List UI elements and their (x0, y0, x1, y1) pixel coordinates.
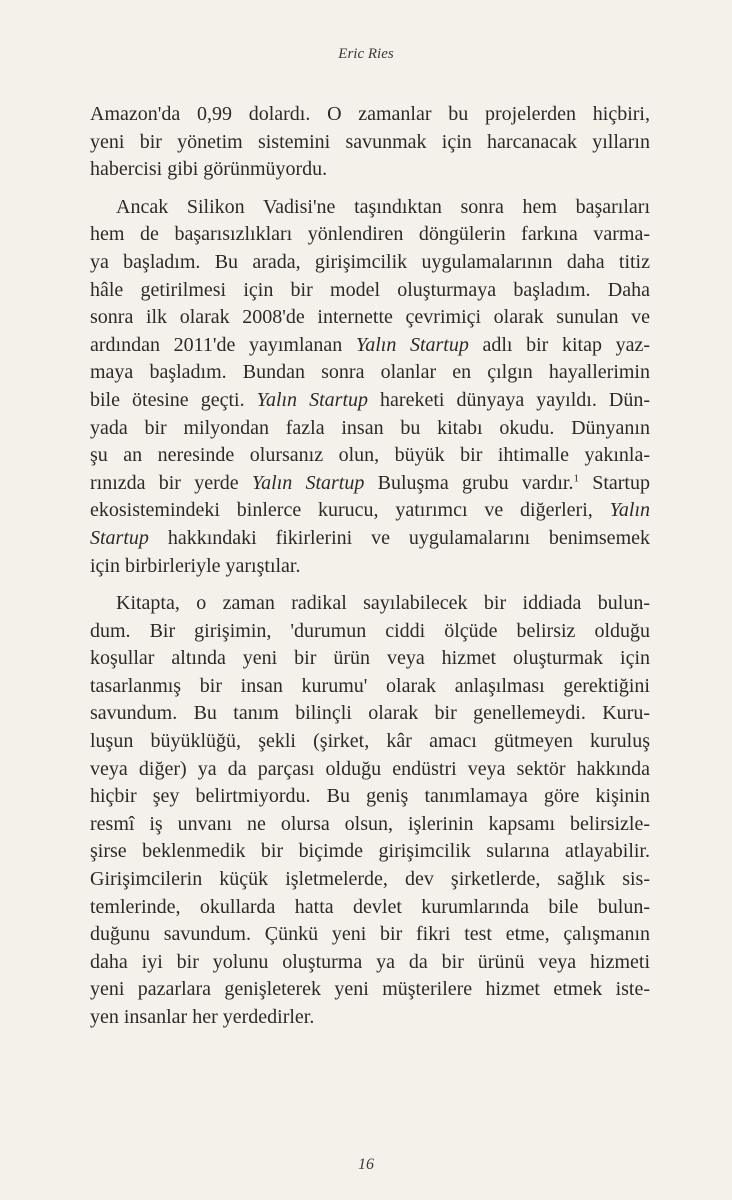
text-run: hâle getirilmesi için bir model oluşturmaya başladım. Daha (90, 278, 650, 301)
text-run: rınızda bir yerde (90, 471, 252, 494)
text-line (90, 101, 650, 129)
text-run: Buluşma grubu vardır. (364, 471, 574, 494)
text-line (90, 783, 650, 811)
text-run: adlı bir kitap yaz- (468, 333, 651, 356)
book-title-italic: Yalın (609, 499, 650, 522)
text-run: duğunu savundum. Çünkü yeni bir fikri test etme, çalışmanın (90, 923, 650, 946)
text-run: tasarlanmış bir insan kurumu' olarak anlaşılması gerektiğini (90, 674, 650, 697)
book-title-italic: Startup (90, 526, 149, 549)
text-run: bile ötesine geçti. (90, 388, 257, 411)
text-run: hareketi dünyaya yayıldı. Dün- (368, 388, 650, 411)
text-run: hakkındaki fikirlerini ve uygulamalarını benimsemek (148, 526, 650, 549)
body-text (90, 101, 650, 1032)
text-run: ekosistemindeki binlerce kurucu, yatırımcı ve diğerleri, (90, 499, 610, 522)
text-line (90, 415, 650, 443)
paragraph (90, 101, 650, 184)
text-run: koşullar altında yeni bir ürün veya hizmet oluşturmak için (90, 647, 650, 670)
text-line (90, 525, 650, 553)
text-run: daha iyi bir yolunu oluşturma ya da bir ürünü veya hizmeti (90, 950, 650, 973)
text-line (90, 249, 650, 277)
text-run: hiçbir şey belirtmiyordu. Bu geniş tanımlamaya göre kişinin (90, 785, 650, 808)
text-run: dum. Bir girişimin, 'durumun ciddi ölçüde belirsiz olduğu (90, 619, 650, 642)
footnote-marker: 1 (573, 472, 579, 485)
book-title-italic: Yalın Startup (251, 471, 365, 494)
text-run: ardından 2011'de yayımlanan (90, 333, 356, 356)
text-line (90, 332, 650, 360)
text-run: Ancak Silikon Vadisi'ne taşındıktan sonra hem başarıları (116, 195, 650, 218)
running-head: Eric Ries (338, 46, 394, 62)
text-line (90, 304, 650, 332)
text-line (90, 894, 650, 922)
text-line (90, 590, 650, 618)
book-title-italic: Yalın Startup (256, 388, 368, 411)
text-line (90, 756, 650, 784)
text-line (90, 645, 650, 673)
text-line (90, 1004, 650, 1032)
text-run: habercisi gibi görünmüyordu. (90, 158, 328, 181)
text-run: şirse beklenmedik bir biçimde girişimcilik sularına atlayabilir. (90, 840, 650, 863)
text-run: Girişimcilerin küçük işletmelerde, dev şirketlerde, sağlık sis- (90, 868, 650, 891)
paragraph (90, 194, 650, 580)
text-run: yen insanlar her yerdedirler. (90, 1006, 315, 1028)
text-line (90, 866, 650, 894)
text-line (90, 921, 650, 949)
text-run: resmî iş unvanı ne olursa olsun, işlerinin kapsamı belirsizle- (90, 812, 650, 835)
text-line (90, 470, 650, 498)
book-title-italic: Yalın Startup (355, 333, 469, 356)
paragraph-gap (90, 580, 650, 590)
text-line (90, 194, 650, 222)
text-run: Startup (578, 471, 650, 494)
text-line (90, 949, 650, 977)
text-line (90, 700, 650, 728)
text-line (90, 442, 650, 470)
text-run: veya diğer) ya da parçası olduğu endüstri veya sektör hakkında (90, 757, 650, 780)
text-run: için birbirleriyle yarıştılar. (90, 554, 301, 577)
paragraph-gap (90, 184, 650, 194)
text-run: yada bir milyondan fazla insan bu kitabı okudu. Dünyanın (90, 416, 650, 439)
text-line (90, 387, 650, 415)
paragraph (90, 590, 650, 1032)
text-line (90, 129, 650, 157)
text-line (90, 156, 650, 184)
text-line (90, 221, 650, 249)
text-run: şu an neresinde olursanız olun, büyük bir ihtimalle yakınla- (90, 444, 650, 467)
text-line (90, 811, 650, 839)
text-run: yeni bir yönetim sistemini savunmak için harcanacak yılların (90, 130, 650, 153)
text-line (90, 976, 650, 1004)
text-line (90, 359, 650, 387)
text-line (90, 728, 650, 756)
text-run: yeni pazarlara genişleterek yeni müşterilere hizmet etmek iste- (90, 978, 650, 1001)
page-number: 16 (358, 1156, 374, 1173)
text-run: Amazon'da 0,99 dolardı. O zamanlar bu projelerden hiçbiri, (90, 103, 650, 125)
text-run: ya başladım. Bu arada, girişimcilik uygulamalarının daha titiz (90, 250, 650, 273)
text-run: savundum. Bu tanım bilinçli olarak bir genellemeydi. Kuru- (90, 702, 650, 725)
text-line (90, 673, 650, 701)
text-line (90, 618, 650, 646)
text-run: maya başladım. Bundan sonra olanlar en çılgın hayallerimin (90, 361, 650, 384)
text-line (90, 497, 650, 525)
text-line (90, 838, 650, 866)
text-run: Kitapta, o zaman radikal sayılabilecek bir iddiada bulun- (116, 592, 650, 615)
text-line (90, 277, 650, 305)
text-run: hem de başarısızlıkları yönlendiren döngülerin farkına varma- (90, 223, 650, 246)
text-line (90, 553, 650, 581)
text-run: luşun büyüklüğü, şekli (şirket, kâr amacı gütmeyen kuruluş (90, 730, 650, 753)
text-run: temlerinde, okullarda hatta devlet kurumlarında bile bulun- (90, 895, 650, 918)
text-run: sonra ilk olarak 2008'de internette çevrimiçi olarak sunulan ve (90, 306, 650, 329)
